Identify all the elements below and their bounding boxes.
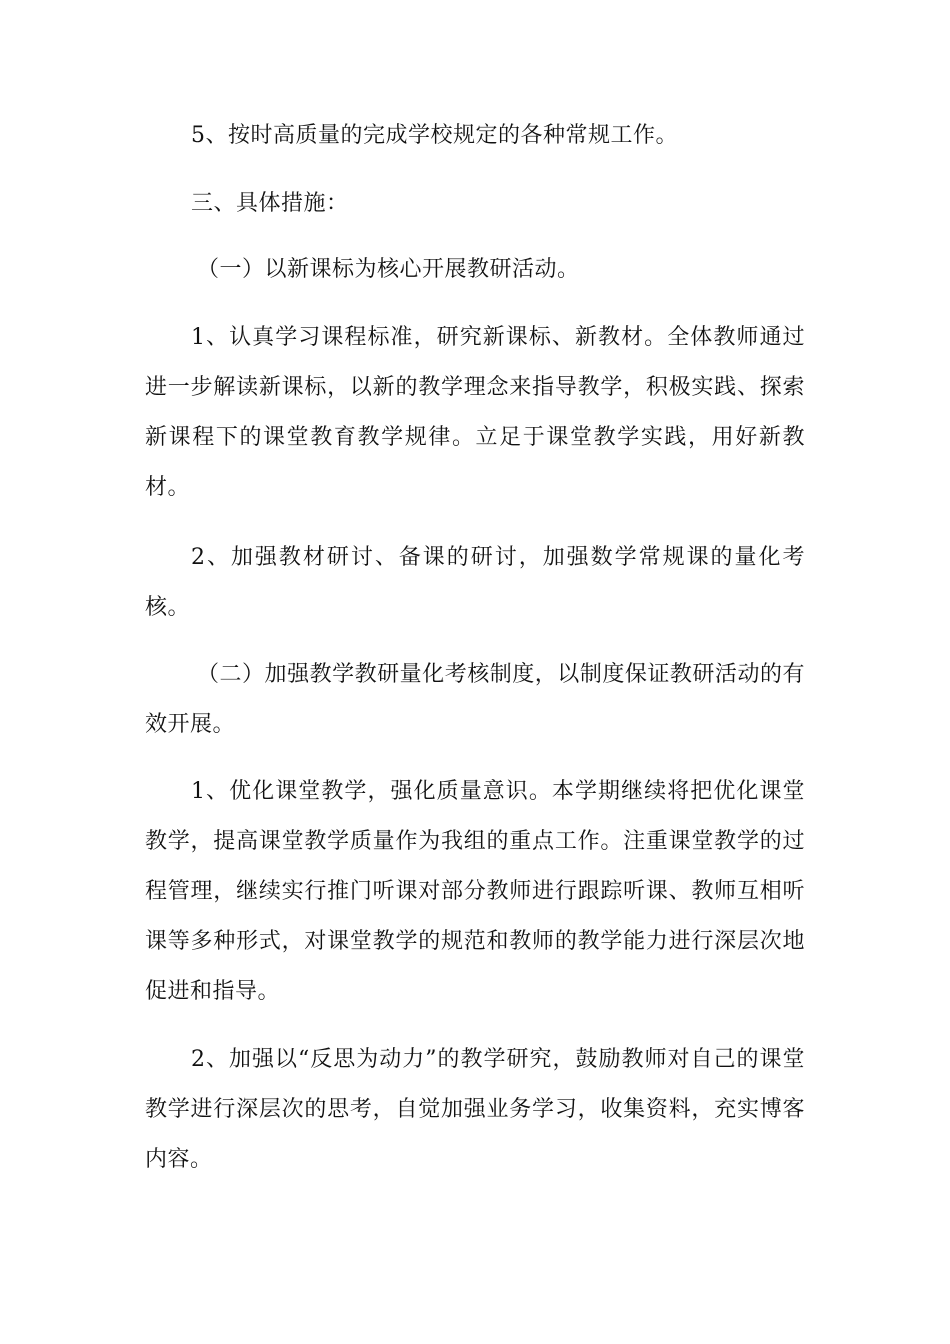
paragraph-study-standards: 1、认真学习课程标准，研究新课标、新教材。全体教师通过进一步解读新课标，以新的教学理念来指导教学，积极实践、探索新课程下的课堂教育教学规律。立足于课堂教学实践，用好新教材。 <box>145 325 805 500</box>
subsection-heading-1: （一）以新课标为核心开展教研活动。 <box>197 257 580 282</box>
subsection-heading-2: （二）加强教学教研量化考核制度，以制度保证教研活动的有效开展。 <box>145 662 805 737</box>
paragraph-reflection-research: 2、加强以“反思为动力”的教学研究，鼓励教师对自己的课堂教学进行深层次的思考，自觉加强业务学习，收集资料，充实博客内容。 <box>145 1047 805 1172</box>
paragraph-item-5: 5、按时高质量的完成学校规定的各种常规工作。 <box>191 123 678 148</box>
paragraph-optimize-teaching: 1、优化课堂教学，强化质量意识。本学期继续将把优化课堂教学，提高课堂教学质量作为我组的重点工作。注重课堂教学的过程管理，继续实行推门听课对部分教师进行跟踪听课、教师互相听课等多种形式，对课堂教学的规范和教师的教学能力进行深层次地促进和指导。 <box>145 779 805 1004</box>
paragraph-textbook-research: 2、加强教材研讨、备课的研讨，加强数学常规课的量化考核。 <box>145 545 805 620</box>
section-heading-measures: 三、具体措施： <box>191 191 349 216</box>
